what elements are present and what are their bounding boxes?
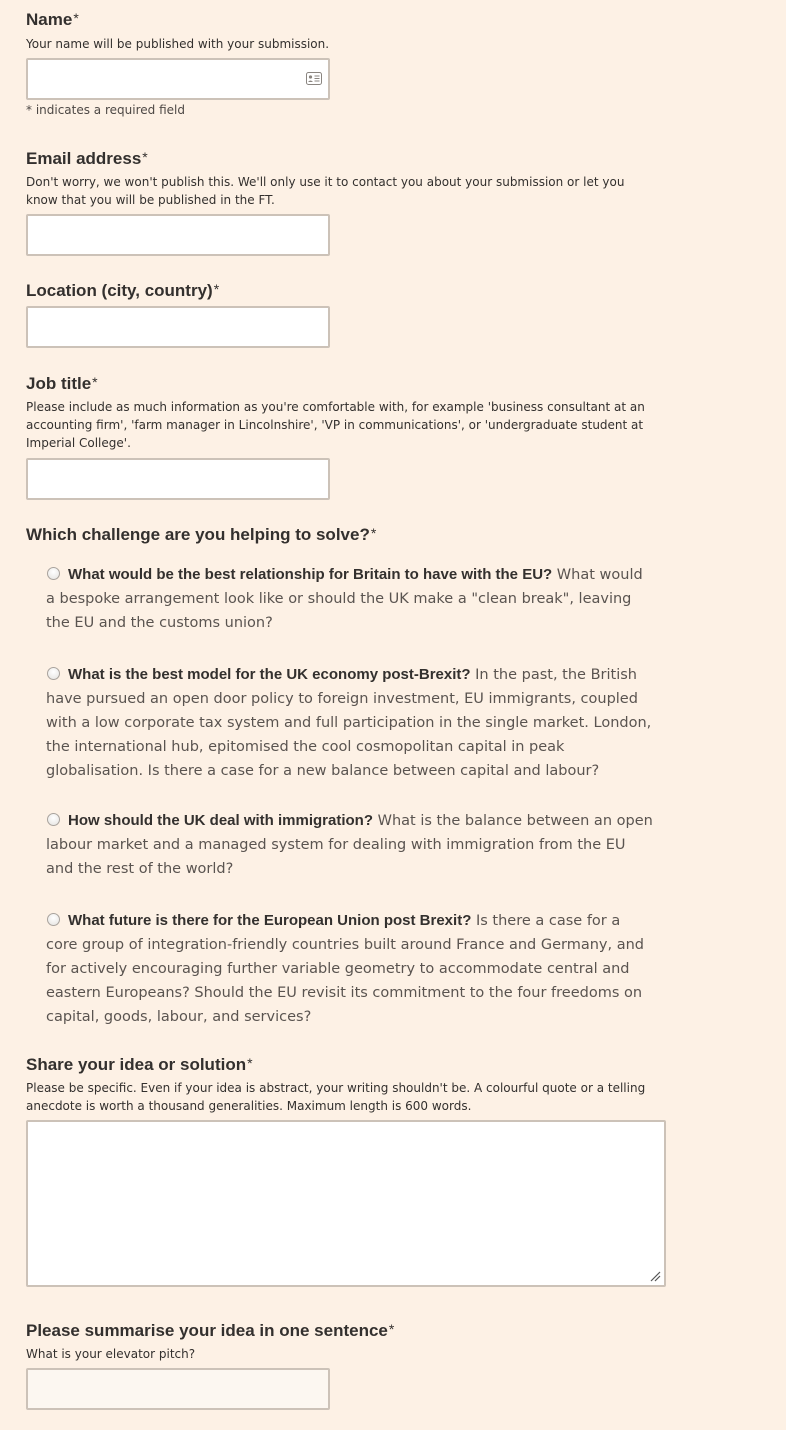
idea-hint: Please be specific. Even if your idea is abstract, your writing shouldn't be. A colourful quote or a telling anecdote is worth a thousand generalities. Maximum length is 600 words.: [26, 1081, 646, 1113]
name-label: Name*: [26, 10, 79, 29]
summary-input[interactable]: [26, 1368, 330, 1410]
radio-button[interactable]: [47, 567, 60, 580]
radio-button[interactable]: [47, 913, 60, 926]
contact-card-icon[interactable]: [306, 72, 322, 85]
idea-label: Share your idea or solution*: [26, 1055, 253, 1074]
email-hint: Don't worry, we won't publish this. We'll only use it to contact you about your submission or let you know that you will be published in the FT.: [26, 175, 625, 207]
challenge-option-eu-future[interactable]: What future is there for the European Union post Brexit? Is there a case for a core group of integration-friendly countries built around France and Germany, and for actively encouraging further variable geometry to accommodate central and eastern Europeans? Should the EU revisit its commitment to the four freedoms on capital, goods, labour, and services?: [46, 912, 645, 1025]
challenge-option-immigration[interactable]: How should the UK deal with immigration? What is the balance between an open labour market and a managed system for dealing with immigration from the EU and the rest of the world?: [46, 812, 653, 877]
job-title-hint: Please include as much information as you're comfortable with, for example 'business consultant at an accounting firm', 'farm manager in Lincolnshire', 'VP in communications', or 'undergraduate student at Imperial College'.: [26, 400, 645, 450]
location-label: Location (city, country)*: [26, 281, 220, 300]
location-input[interactable]: [26, 306, 330, 348]
challenge-label: Which challenge are you helping to solve?*: [26, 525, 377, 544]
name-input[interactable]: [26, 58, 330, 100]
idea-textarea[interactable]: [26, 1120, 666, 1287]
email-input[interactable]: [26, 214, 330, 256]
challenge-option-uk-economy[interactable]: What is the best model for the UK economy post-Brexit? In the past, the British have pursued an open door policy to foreign investment, EU immigrants, coupled with a low corporate tax system and full participation in the single market. London, the international hub, epitomised the cool cosmopolitan capital in peak globalisation. Is there a case for a new balance between capital and labour?: [46, 666, 652, 779]
job-title-input[interactable]: [26, 458, 330, 500]
name-hint: Your name will be published with your submission.: [26, 37, 330, 51]
radio-button[interactable]: [47, 667, 60, 680]
job-title-label: Job title*: [26, 374, 98, 393]
radio-button[interactable]: [47, 813, 60, 826]
email-label: Email address*: [26, 149, 148, 168]
resize-handle-icon[interactable]: [649, 1270, 661, 1282]
summary-hint: What is your elevator pitch?: [26, 1347, 196, 1361]
required-field-note: * indicates a required field: [26, 103, 185, 117]
challenge-option-eu-relationship[interactable]: What would be the best relationship for Britain to have with the EU? What would a bespoke arrangement look like or should the UK make a "clean break", leaving the EU and the customs union?: [46, 566, 643, 631]
summary-label: Please summarise your idea in one sentence*: [26, 1321, 395, 1340]
